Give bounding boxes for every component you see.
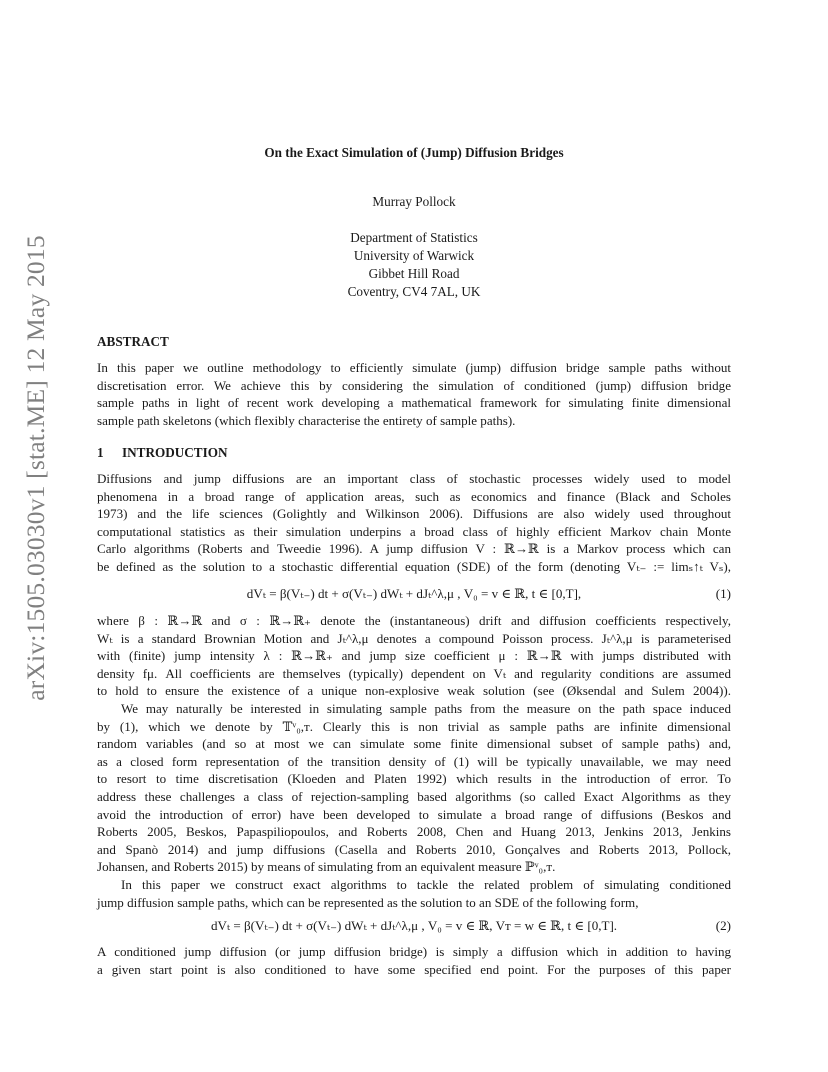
affiliation-line: Coventry, CV4 7AL, UK [347, 284, 481, 299]
text-line: Wₜ is a standard Brownian Motion and Jₜ^λ,μ denotes a compound Poisson process. Jₜ^λ,μ is parameterised [97, 630, 731, 646]
text-line: with (finite) jump intensity λ : ℝ→ℝ₊ and jump size coefficient μ : ℝ→ℝ with jumps distributed with [97, 648, 731, 664]
text-line: where β : ℝ→ℝ and σ : ℝ→ℝ₊ denote the (instantaneous) drift and diffusion coefficients respectively, [97, 613, 731, 628]
text-line: In this paper we outline methodology to efficiently simulate (jump) diffusion bridge sample paths without [97, 360, 731, 375]
text-line: and Spanò 2014) and jump diffusions (Casella and Roberts 2010, Gonçalves and Roberts 2013, Pollock, [97, 841, 731, 857]
equation-2-number: (2) [715, 918, 731, 933]
arxiv-stamp-text: arXiv:1505.03030v1 [stat.ME] 12 May 2015 [21, 234, 50, 701]
section-title: INTRODUCTION [122, 445, 228, 460]
abstract-heading: ABSTRACT [97, 334, 169, 349]
text-line: address these challenges a class of rejection-sampling based algorithms (so called Exact Algorithms as they [97, 788, 731, 804]
text-line: Roberts 2005, Beskos, Papaspiliopoulos, and Roberts 2008, Chen and Huang 2013, Jenkins 2013, Jenkins [97, 824, 731, 840]
equation-2 [97, 918, 731, 938]
text-line: to resort to time discretisation (Kloeden and Platen 1992) which results in the introduction of error. To [97, 771, 731, 787]
text-line: jump diffusion sample paths, which can be represented as the solution to an SDE of the following form, [97, 894, 639, 910]
text-line: avoid the introduction of error) have been developed to simulate a broad range of diffusions (Beskos and [97, 806, 731, 822]
text-line: Carlo algorithms (Roberts and Tweedie 1996). A jump diffusion V : ℝ→ℝ is a Markov process which can [97, 541, 731, 557]
text-line: random variables (and so at most we can simulate some finite dimensional subset of sample paths) and, [97, 736, 731, 752]
text-line: sample path skeletons (which flexibly characterise the entirety of sample paths). [97, 412, 516, 428]
equation-2-body: dVₜ = β(Vₜ₋) dt + σ(Vₜ₋) dWₜ + dJₜ^λ,μ , V₀ = v ∈ ℝ, Vᴛ = w ∈ ℝ, t ∈ [0,T]. [210, 918, 618, 933]
affiliation-line: Gibbet Hill Road [368, 266, 460, 281]
affiliation [0, 229, 828, 301]
text-line: by (1), which we denote by 𝕋ᵛ₀,ᴛ. Clearly this is non trivial as sample paths are infinite dimensional [97, 718, 731, 734]
arxiv-stamp [16, 234, 56, 701]
intro-paragraph-4 [97, 876, 731, 911]
intro-paragraph-1 [97, 470, 731, 576]
text-line: discretisation error. We achieve this by considering the simulation of conditioned (jump) diffusion bridge [97, 377, 731, 393]
intro-paragraph-2 [97, 612, 731, 700]
text-line: computational statistics as their simulation underpins a broad class of highly efficient Markov chain Monte [97, 523, 731, 539]
author-name: Murray Pollock [372, 194, 456, 209]
text-line: as a closed form representation of the transition density of (1) will be typically unavailable, we may need [97, 753, 731, 769]
text-line: 1973) and the life sciences (Golightly and Wilkinson 2006). Diffusions are also widely used throughout [97, 506, 731, 522]
text-line: be defined as the solution to a stochastic differential equation (SDE) of the form (denoting Vₜ₋ := limₛ↑ₜ Vₛ), [97, 558, 731, 574]
text-line: a given start point is also conditioned to have some specified end point. For the purposes of this paper [97, 961, 731, 977]
text-line: A conditioned jump diffusion (or jump diffusion bridge) is simply a diffusion which in addition to having [97, 944, 731, 959]
section-heading [97, 445, 228, 461]
text-line: Johansen, and Roberts 2015) by means of simulating from an equivalent measure ℙᵛ₀,ᴛ. [97, 859, 556, 875]
text-line: We may naturally be interested in simulating sample paths from the measure on the path space induced [121, 701, 731, 716]
intro-paragraph-3 [97, 700, 731, 876]
text-line: In this paper we construct exact algorithms to tackle the related problem of simulating conditioned [121, 877, 731, 892]
text-line: to hold to ensure the existence of a unique non-explosive weak solution (see (Øksendal and Sulem 2004)). [97, 683, 731, 699]
equation-1 [97, 586, 731, 606]
paper-title: On the Exact Simulation of (Jump) Diffusion Bridges [264, 145, 564, 160]
affiliation-line: Department of Statistics [350, 230, 478, 245]
affiliation-line: University of Warwick [353, 248, 475, 263]
abstract-body [97, 359, 731, 429]
text-line: phenomena in a broad range of application areas, such as economics and finance (Black and Scholes [97, 488, 731, 504]
text-line: density fμ. All coefficients are themselves (typically) dependent on Vₜ and regularity conditions are assumed [97, 665, 731, 681]
equation-1-number: (1) [715, 586, 731, 601]
equation-1-body: dVₜ = β(Vₜ₋) dt + σ(Vₜ₋) dWₜ + dJₜ^λ,μ , V₀ = v ∈ ℝ, t ∈ [0,T], [246, 586, 582, 601]
text-line: sample paths in light of recent work developing a mathematical framework for simulating finite dimensional [97, 395, 731, 411]
section-number: 1 [97, 445, 104, 460]
text-line: Diffusions and jump diffusions are an important class of stochastic processes widely used to model [97, 471, 731, 486]
intro-paragraph-5 [97, 943, 731, 978]
